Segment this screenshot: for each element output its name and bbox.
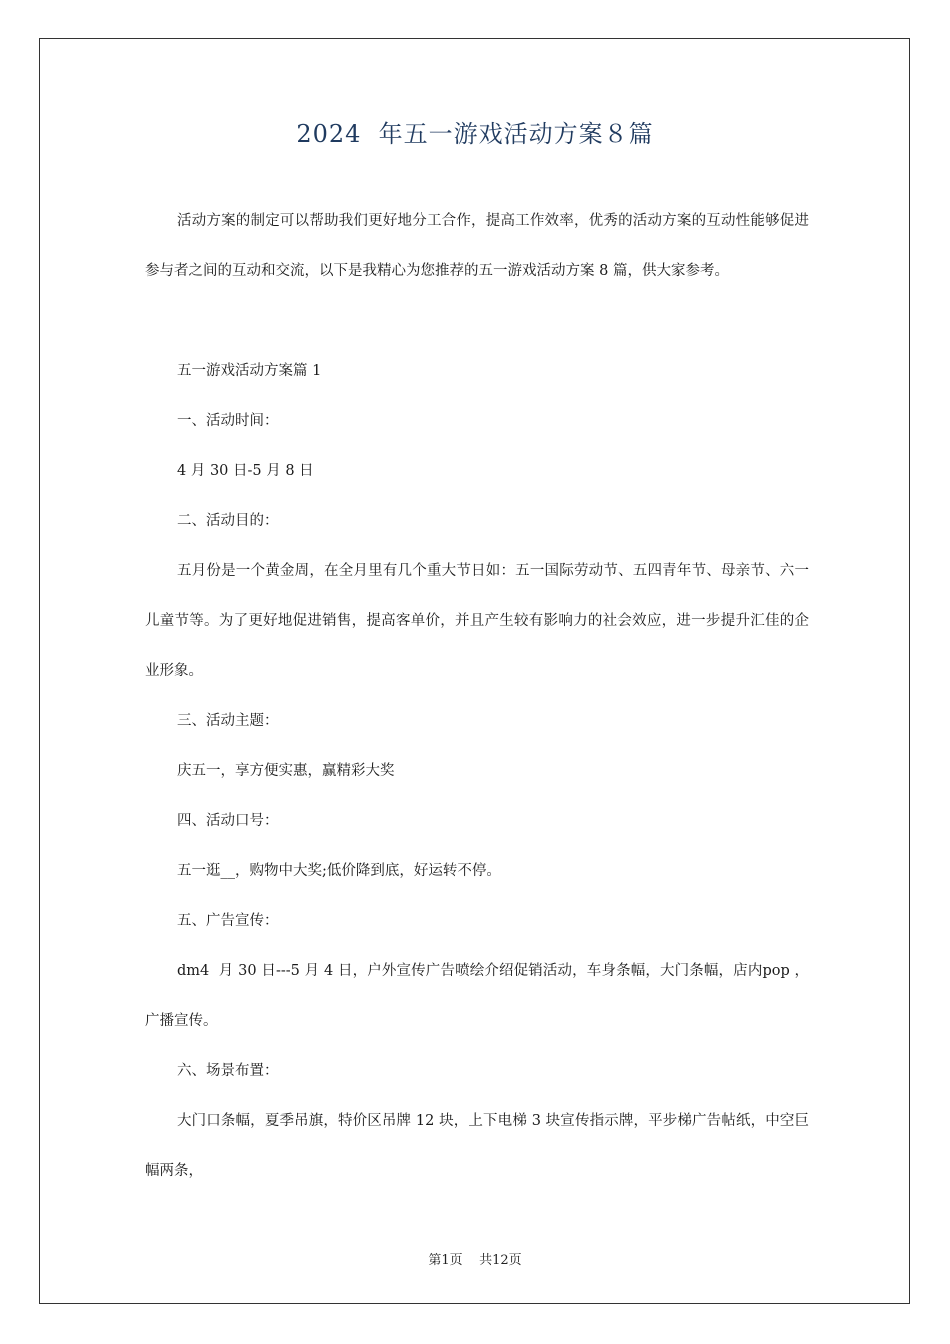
subheading-purpose: 二、活动目的： (177, 513, 279, 529)
paragraph-decoration: 大门口条幅，夏季吊旗，特价区吊牌 12 块，上下电梯 3 块宣传指示牌，平步梯广告帖纸，中空巨幅两条， (145, 1113, 809, 1179)
subheading-slogan: 四、活动口号： (177, 813, 279, 829)
subheading-decoration: 六、场景布置： (177, 1063, 279, 1079)
paragraph-advertising: dm4 月 30 日---5 月 4 日，户外宣传广告喷绘介绍促销活动，车身条幅，大门条幅，店内pop ，广播宣传。 (145, 963, 809, 1029)
subheading-time: 一、活动时间： (177, 413, 279, 429)
paragraph-purpose: 五月份是一个黄金周，在全月里有几个重大节日如：五一国际劳动节、五四青年节、母亲节、六一儿童节等。为了更好地促进销售，提高客单价，并且产生较有影响力的社会效应，进一步提升汇佳的企业形象。 (145, 563, 809, 679)
intro-paragraph: 活动方案的制定可以帮助我们更好地分工合作，提高工作效率，优秀的活动方案的互动性能够促进参与者之间的互动和交流，以下是我精心为您推荐的五一游戏活动方案 8 篇，供大家参考。 (145, 213, 809, 279)
document-body (145, 196, 809, 1196)
paragraph-time: 4 月 30 日-5 月 8 日 (177, 463, 314, 479)
paragraph-theme: 庆五一，享方便实惠，赢精彩大奖 (177, 763, 395, 779)
subheading-theme: 三、活动主题： (177, 713, 279, 729)
page-number: 第1页 共12页 (428, 1253, 522, 1268)
section-heading: 五一游戏活动方案篇 1 (177, 363, 322, 379)
paragraph-slogan: 五一逛__，购物中大奖;低价降到底，好运转不停。 (177, 863, 501, 879)
subheading-advertising: 五、广告宣传： (177, 913, 279, 929)
document-title: 2024 年五一游戏活动方案８篇 (296, 120, 654, 148)
intro-section (145, 196, 809, 296)
